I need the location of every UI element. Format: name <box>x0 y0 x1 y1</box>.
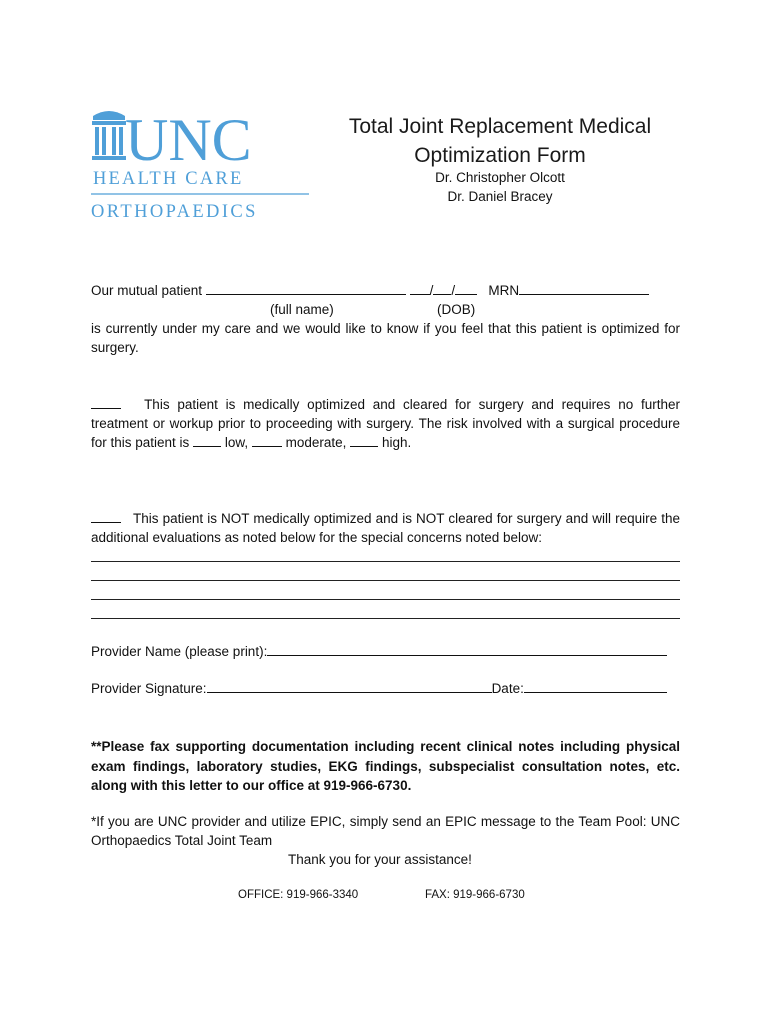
dob-year-field[interactable] <box>455 282 477 295</box>
form-title <box>330 112 670 170</box>
fax-note: **Please fax supporting documentation including recent clinical notes including physical exam findings, laboratory studies, EKG findings, subspecialist consultation notes, etc. along with this letter to our office at 919-966-6730. <box>91 739 680 793</box>
risk-low-label: low, <box>224 435 249 450</box>
logo-health-care: HEALTH CARE <box>93 169 244 189</box>
risk-moderate-line[interactable] <box>252 434 282 447</box>
not-optimized-checkbox-line[interactable] <box>91 510 121 523</box>
provider-name-label: Provider Name (please print): <box>91 644 268 659</box>
doctor-bracey: Dr. Daniel Bracey <box>447 189 553 204</box>
dob-month-field[interactable] <box>410 282 430 295</box>
not-optimized-text: This patient is NOT medically optimized and is NOT cleared for surgery and will require the additional evaluations as noted below for the special concerns noted below: <box>91 511 680 545</box>
patient-line: Our mutual patient / / MRN <box>91 281 649 300</box>
provider-signature-label: Provider Signature: <box>91 681 207 696</box>
patient-prefix: Our mutual patient <box>91 283 203 298</box>
logo-mark: UNC <box>125 107 252 173</box>
risk-low-line[interactable] <box>193 434 221 447</box>
patient-sentence: is currently under my care and we would like to know if you feel that this patient is optimized for surgery. <box>91 321 680 355</box>
risk-high-line[interactable] <box>350 434 378 447</box>
old-well-icon <box>92 111 126 160</box>
form-title-line2: Optimization Form <box>414 144 586 167</box>
office-phone: OFFICE: 919-966-3340 <box>238 889 359 901</box>
concern-line-4[interactable] <box>91 618 680 619</box>
patient-name-field[interactable] <box>206 282 406 295</box>
provider-name-row <box>91 642 667 661</box>
mrn-label: MRN <box>488 283 520 298</box>
concern-line-3[interactable] <box>91 599 680 600</box>
risk-high-label: high. <box>381 435 412 450</box>
optimized-checkbox-line[interactable] <box>91 396 121 409</box>
optimized-text: This patient is medically optimized and cleared for surgery and requires no further treatment or workup prior to proceeding with surgery. The risk involved with a surgical procedure for this patient is <box>91 397 680 450</box>
provider-name-field[interactable] <box>267 643 667 656</box>
mrn-field[interactable] <box>519 282 649 295</box>
form-title-line1: Total Joint Replacement Medical <box>348 115 652 138</box>
date-field[interactable] <box>524 680 667 693</box>
concern-line-2[interactable] <box>91 580 680 581</box>
dob-day-field[interactable] <box>433 282 451 295</box>
unc-health-care-orthopaedics-logo <box>91 104 311 222</box>
provider-signature-row <box>91 679 667 698</box>
doctor-list <box>330 168 670 206</box>
full-name-caption: (full name) <box>270 302 334 317</box>
optimized-option <box>91 395 680 452</box>
provider-signature-field[interactable] <box>207 680 492 693</box>
dob-caption: (DOB) <box>437 302 476 317</box>
thanks-text: Thank you for your assistance! <box>288 852 472 867</box>
concern-line-1[interactable] <box>91 561 680 562</box>
epic-note: *If you are UNC provider and utilize EPIC, simply send an EPIC message to the Team Pool: UNC Orthopaedics Total Joint Team <box>91 814 680 848</box>
date-label: Date: <box>491 681 524 696</box>
doctor-olcott: Dr. Christopher Olcott <box>435 170 565 185</box>
fax-number: FAX: 919-966-6730 <box>425 889 525 901</box>
risk-moderate-label: moderate, <box>285 435 347 450</box>
not-optimized-option <box>91 509 680 547</box>
logo-orthopaedics: ORTHOPAEDICS <box>91 202 258 222</box>
